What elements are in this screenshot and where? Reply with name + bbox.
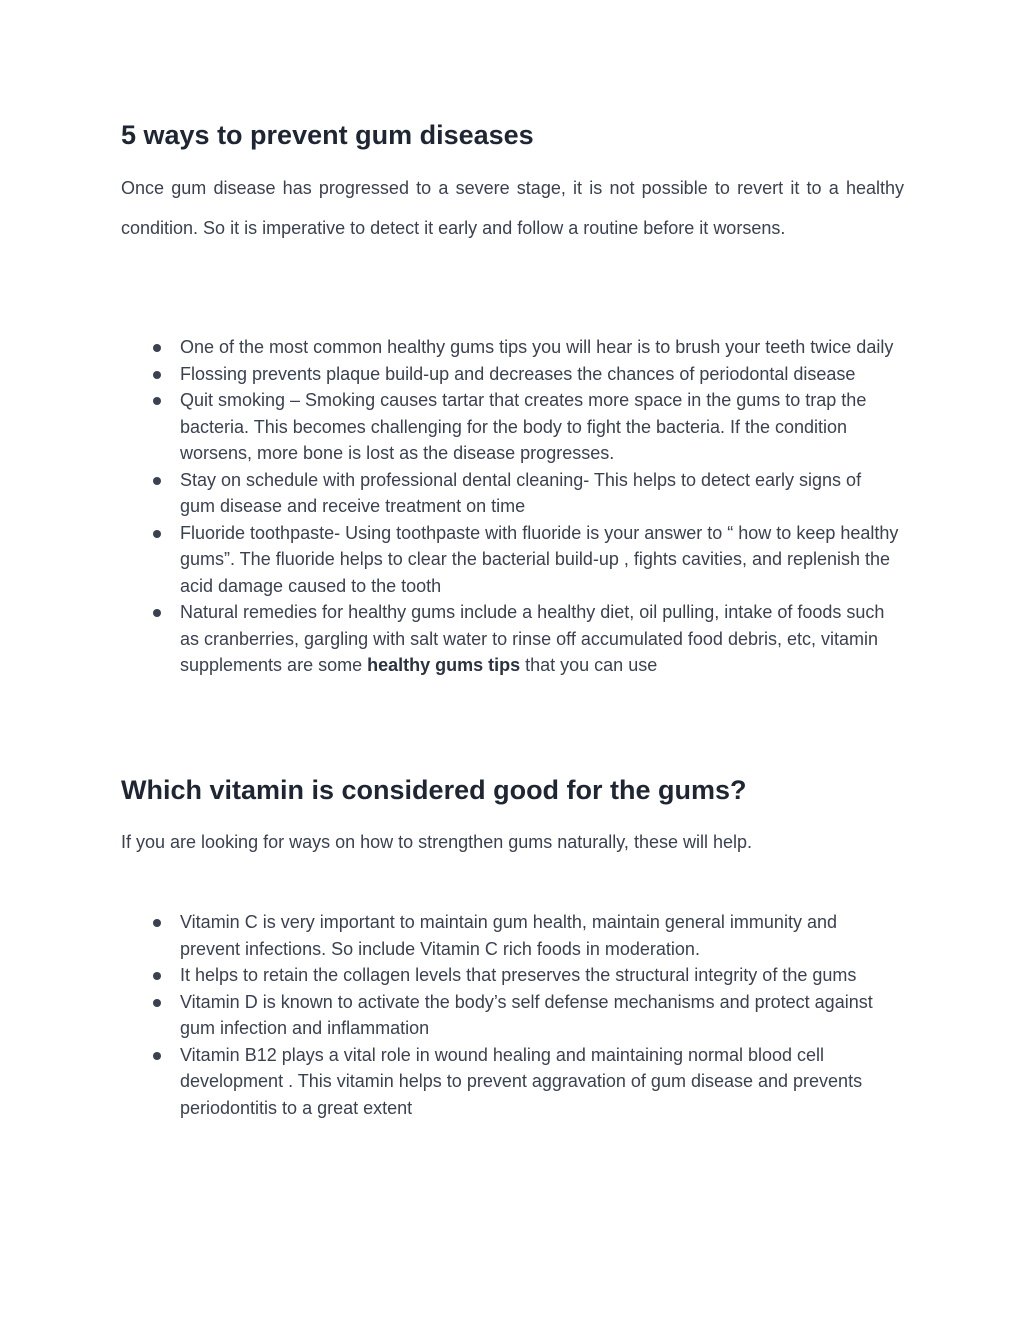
list-item xyxy=(121,334,900,361)
list-item xyxy=(121,599,900,679)
vitamin-intro-paragraph: If you are looking for ways on how to strengthen gums naturally, these will help. xyxy=(121,832,753,852)
bullet-icon xyxy=(153,972,161,980)
bullet-icon xyxy=(153,371,161,379)
list-item xyxy=(121,467,900,520)
section-heading-vitamin: Which vitamin is considered good for the gums? xyxy=(121,775,747,805)
list-item-text: Vitamin D is known to activate the body’s self defense mechanisms and protect against gum infection and inflammation xyxy=(180,991,873,1038)
list-item-text: Stay on schedule with professional dental cleaning- This helps to detect early signs of gum disease and receive treatment on time xyxy=(180,469,862,516)
bullet-icon xyxy=(153,477,161,485)
list-item xyxy=(121,1042,900,1122)
intro-paragraph: Once gum disease has progressed to a severe stage, it is not possible to revert it to a healthy condition. So it is imperative to detect it early and follow a routine before it worsens. xyxy=(121,178,904,238)
list-item-text: One of the most common healthy gums tips you will hear is to brush your teeth twice daily xyxy=(180,337,894,357)
list-item-text: Quit smoking – Smoking causes tartar that creates more space in the gums to trap the bacteria. This becomes challenging for the body to fight the bacteria. If the condition worsens, more bone is lost as the disease progresses. xyxy=(180,390,867,463)
list-item-text: Fluoride toothpaste- Using toothpaste with fluoride is your answer to “ how to keep healthy gums”. The fluoride helps to clear the bacterial build-up , fights cavities, and replenish the acid damage caused to the tooth xyxy=(180,522,899,596)
bullet-icon xyxy=(153,344,161,352)
list-item xyxy=(121,909,900,962)
list-item-text: It helps to retain the collagen levels that preserves the structural integrity of the gums xyxy=(180,965,857,985)
list-item-text: Flossing prevents plaque build-up and decreases the chances of periodontal disease xyxy=(180,363,856,384)
list-item-text: Vitamin C is very important to maintain gum health, maintain general immunity and prevent infections. So include Vitamin C rich foods in moderation. xyxy=(180,912,837,959)
bold-keyword: healthy gums tips xyxy=(367,655,521,675)
bullet-icon xyxy=(153,530,161,538)
list-item-text: Vitamin B12 plays a vital role in wound healing and maintaining normal blood cell development . This vitamin helps to prevent aggravation of gum disease and prevents periodontitis to a great extent xyxy=(180,1044,863,1118)
list-item xyxy=(121,361,900,388)
section-heading-prevent: 5 ways to prevent gum diseases xyxy=(121,120,534,150)
list-item xyxy=(121,962,900,989)
bullet-icon xyxy=(153,919,161,927)
bullet-icon xyxy=(153,999,161,1007)
list-item xyxy=(121,387,900,467)
bullet-icon xyxy=(153,397,161,405)
list-item xyxy=(121,989,900,1042)
list-item-text-after: that you can use xyxy=(520,655,658,675)
prevention-tips-list xyxy=(121,334,904,679)
vitamin-list xyxy=(121,909,904,1121)
list-item xyxy=(121,520,900,600)
bullet-icon xyxy=(153,609,161,617)
list-item-text-before: Natural remedies for healthy gums include a healthy diet, oil pulling, intake of foods such as cranberries, gargling with salt water to rinse off accumulated food debris, etc, vitamin supplements are some xyxy=(180,602,885,675)
bullet-icon xyxy=(153,1052,161,1060)
